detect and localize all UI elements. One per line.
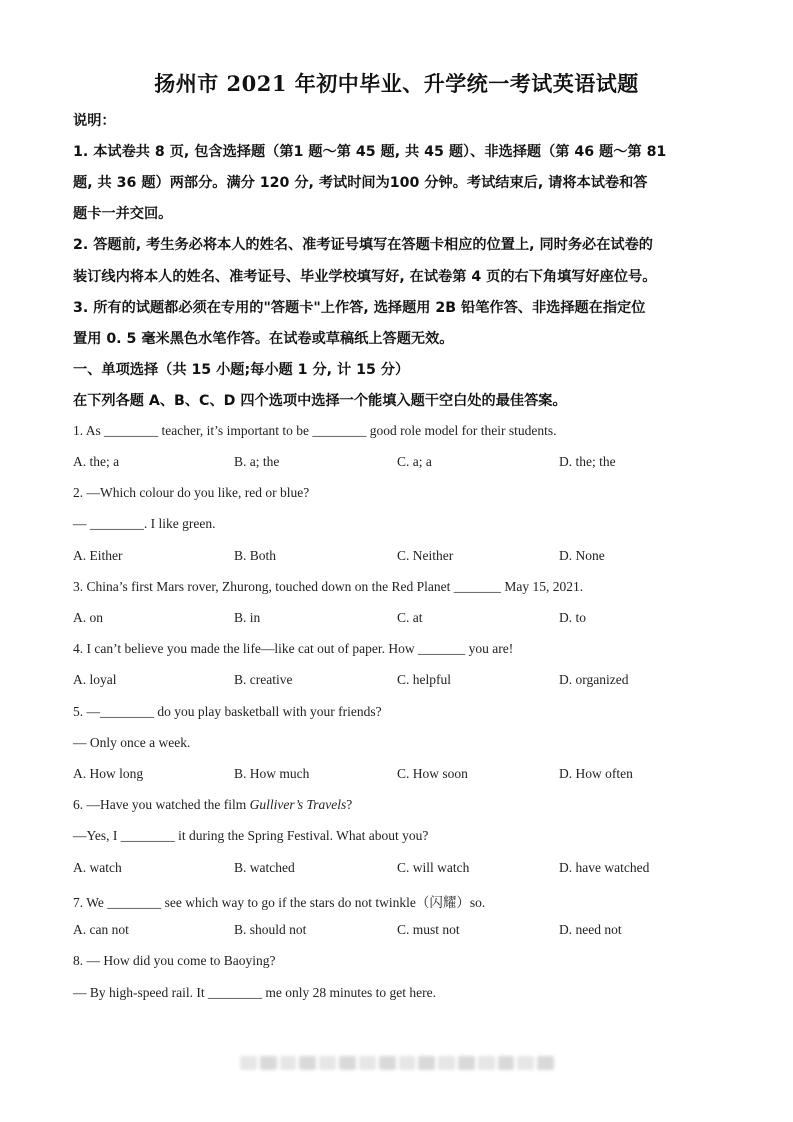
- option-d: D. to: [559, 610, 586, 625]
- option-c: C. How soon: [397, 766, 468, 781]
- option-d: D. None: [559, 548, 605, 563]
- question-stem: 8. — How did you come to Baoying?: [73, 953, 276, 968]
- instruction-line: 1. 本试卷共 8 页, 包含选择题（第1 题～第 45 题, 共 45 题）、非选择题（第 46 题～第 81: [73, 144, 667, 160]
- option-a: A. the; a: [73, 454, 120, 469]
- question-stem: — Only once a week.: [73, 735, 191, 750]
- option-c: C. will watch: [397, 860, 470, 875]
- option-a: A. loyal: [73, 672, 117, 687]
- page-title: 扬州市 2021 年初中毕业、升学统一考试英语试题: [154, 71, 639, 96]
- instruction-line: 3. 所有的试题都必须在专用的"答题卡"上作答, 选择题用 2B 铅笔作答、非选择题在指定位: [73, 300, 646, 316]
- option-a: A. on: [73, 610, 103, 625]
- option-c: C. at: [397, 610, 423, 625]
- instructions-heading: 说明：: [73, 113, 116, 129]
- question-stem: 5. —________ do you play basketball with your friends?: [73, 704, 382, 719]
- option-b: B. watched: [234, 860, 295, 875]
- instruction-line: 题, 共 36 题）两部分。满分 120 分, 考试时间为100 分钟。考试结束后, 请将本试卷和答: [73, 175, 648, 191]
- option-c: C. a; a: [397, 454, 432, 469]
- question-stem: —Yes, I ________ it during the Spring Festival. What about you?: [73, 828, 429, 843]
- question-stem: 2. —Which colour do you like, red or blue?: [73, 485, 310, 500]
- option-b: B. Both: [234, 548, 277, 563]
- option-d: D. How often: [559, 766, 633, 781]
- blurred-watermark: [240, 1056, 554, 1070]
- option-d: D. the; the: [559, 454, 616, 469]
- question-stem: — By high-speed rail. It ________ me only 28 minutes to get here.: [73, 985, 436, 1000]
- option-a: A. watch: [73, 860, 122, 875]
- question-mark: ?: [346, 797, 353, 812]
- instruction-line: 2. 答题前, 考生务必将本人的姓名、准考证号填写在答题卡相应的位置上, 同时务必在试卷的: [73, 237, 653, 253]
- section-direction: 在下列各题 A、B、C、D 四个选项中选择一个能填入题干空白处的最佳答案。: [73, 393, 567, 409]
- option-d: D. need not: [559, 922, 622, 937]
- instruction-line: 置用 0. 5 毫米黑色水笔作答。在试卷或草稿纸上答题无效。: [73, 331, 454, 347]
- instruction-line: 题卡一并交回。: [73, 206, 173, 222]
- option-d: D. organized: [559, 672, 629, 687]
- option-a: A. How long: [73, 766, 144, 781]
- question-stem: 7. We ________ see which way to go if the stars do not twinkle（闪耀）so.: [73, 895, 486, 910]
- instruction-line: 装订线内将本人的姓名、准考证号、毕业学校填写好, 在试卷第 4 页的右下角填写好座位号。: [73, 269, 657, 285]
- option-b: B. should not: [234, 922, 307, 937]
- option-b: B. a; the: [234, 454, 280, 469]
- question-stem: [73, 797, 352, 813]
- question-stem: 1. As ________ teacher, it’s important to be ________ good role model for their students.: [73, 423, 557, 438]
- section-heading: 一、单项选择（共 15 小题;每小题 1 分, 计 15 分）: [73, 362, 410, 378]
- option-c: C. Neither: [397, 548, 454, 563]
- question-stem: 4. I can’t believe you made the life—like cat out of paper. How _______ you are!: [73, 641, 514, 656]
- option-d: D. have watched: [559, 860, 650, 875]
- question-stem-text: 6. —Have you watched the film: [73, 797, 250, 812]
- option-a: A. can not: [73, 922, 129, 937]
- option-c: C. helpful: [397, 672, 451, 687]
- question-stem: 3. China’s first Mars rover, Zhurong, touched down on the Red Planet _______ May 15, 2021.: [73, 579, 584, 594]
- film-title: Gulliver’s Travels: [249, 797, 347, 812]
- option-b: B. in: [234, 610, 261, 625]
- option-b: B. How much: [234, 766, 310, 781]
- question-stem: — ________. I like green.: [73, 516, 216, 531]
- option-b: B. creative: [234, 672, 293, 687]
- option-a: A. Either: [73, 548, 123, 563]
- option-c: C. must not: [397, 922, 460, 937]
